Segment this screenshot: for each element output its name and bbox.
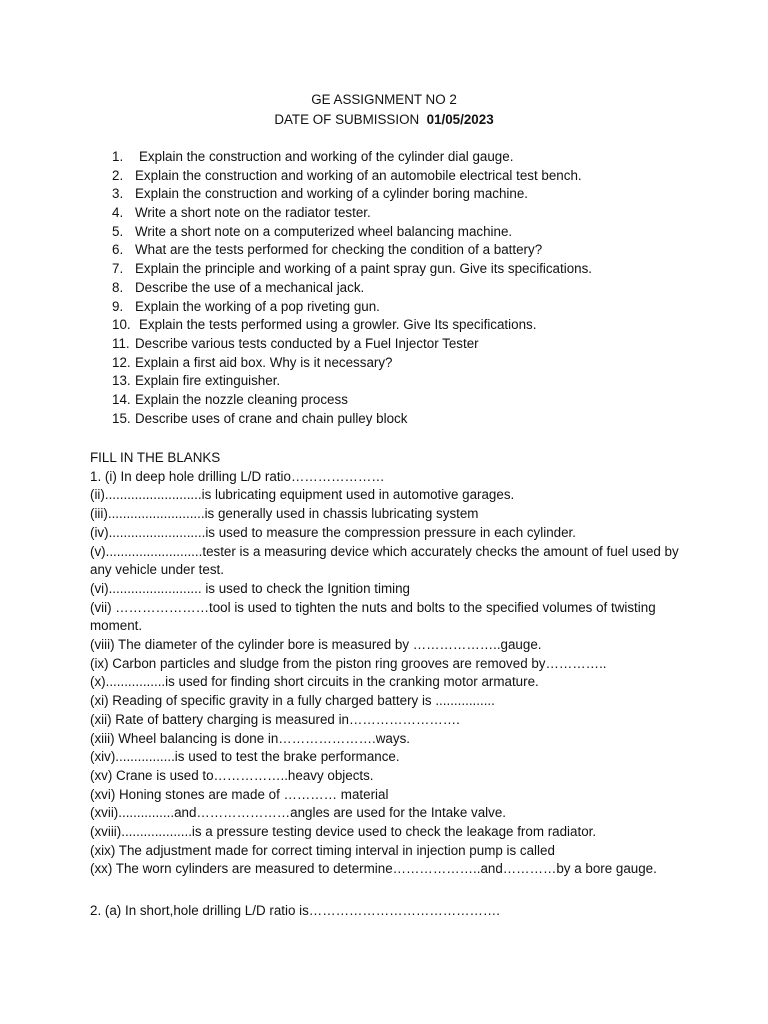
question-item <box>112 167 592 186</box>
question-number: 5. <box>112 223 124 239</box>
question-number: 1. <box>112 149 124 164</box>
blank-item: (viii) The diameter of the cylinder bore is measured by ………………..gauge. <box>90 637 542 653</box>
question-item <box>112 148 592 167</box>
question-text: Describe uses of crane and chain pulley block <box>135 410 408 426</box>
blank-item: (xiii) Wheel balancing is done in………………….ways. <box>90 730 410 746</box>
question-number: 11. <box>112 335 130 351</box>
question-text: Explain the working of a pop riveting gun. <box>135 298 380 314</box>
question-item <box>112 391 592 410</box>
blank-item: (iii)..........................is generally used in chassis lubricating system <box>90 506 479 522</box>
blank-item: (vii) …………………tool is used to tighten the nuts and bolts to the specified volumes of twisting moment. <box>90 599 656 634</box>
question-item <box>112 410 592 429</box>
question-item <box>112 372 592 391</box>
question-number: 15. <box>112 410 131 426</box>
question-list <box>112 148 592 428</box>
question-number: 6. <box>112 242 124 258</box>
question-number: 3. <box>112 186 124 202</box>
blank-item: (xii) Rate of battery charging is measured in……………………. <box>90 711 460 727</box>
question-text: Explain the principle and working of a paint spray gun. Give its specifications. <box>135 261 593 277</box>
fill-in-blanks-section <box>90 449 690 879</box>
blank-item: (xix) The adjustment made for correct timing interval in injection pump is called <box>90 842 555 858</box>
blank-item: (ii)..........................is lubricating equipment used in automotive garages. <box>90 487 515 503</box>
section-2-line: 2. (a) In short,hole drilling L/D ratio is……………………………………. <box>90 903 500 918</box>
question-text: Explain the tests performed using a growler. Give Its specifications. <box>139 317 537 333</box>
blank-item: (ix) Carbon particles and sludge from the piston ring grooves are removed by………….. <box>90 655 607 671</box>
question-text: Explain fire extinguisher. <box>135 373 281 389</box>
question-item <box>112 260 592 279</box>
question-item <box>112 241 592 260</box>
submission-date: 01/05/2023 <box>426 112 494 127</box>
blank-item: (xiv)................is used to test the brake performance. <box>90 749 400 765</box>
question-number: 7. <box>112 261 124 277</box>
blank-item: (xviii)...................is a pressure testing device used to check the leakage from radiator. <box>90 824 597 840</box>
blank-item: (iv)..........................is used to measure the compression pressure in each cylinder. <box>90 524 576 540</box>
question-text: Explain the construction and working of a cylinder boring machine. <box>135 186 529 202</box>
question-number: 12. <box>112 354 131 370</box>
question-text: Write a short note on the radiator tester. <box>135 205 371 221</box>
blank-item: (x)................is used for finding short circuits in the cranking motor armature. <box>90 674 539 690</box>
question-text: Explain the construction and working of the cylinder dial gauge. <box>139 149 514 164</box>
blank-item: (xv) Crane is used to……………..heavy objects. <box>90 767 374 783</box>
submission-label: DATE OF SUBMISSION <box>274 112 420 127</box>
question-item <box>112 354 592 373</box>
question-text: Write a short note on a computerized wheel balancing machine. <box>135 223 513 239</box>
question-item <box>112 316 592 335</box>
question-text: Describe the use of a mechanical jack. <box>135 279 365 295</box>
question-text: Explain the nozzle cleaning process <box>135 391 348 407</box>
assignment-title: GE ASSIGNMENT NO 2 <box>311 92 457 107</box>
question-number: 13. <box>112 373 131 389</box>
question-text: Explain the construction and working of an automobile electrical test bench. <box>135 167 582 183</box>
question-number: 4. <box>112 205 124 221</box>
question-number: 8. <box>112 279 124 295</box>
blank-item: (vi)......................... is used to check the Ignition timing <box>90 580 411 596</box>
question-item <box>112 204 592 223</box>
blank-item: 1. (i) In deep hole drilling L/D ratio………………… <box>90 468 385 484</box>
question-text: Describe various tests conducted by a Fuel Injector Tester <box>135 335 479 351</box>
blank-item: (xvii)...............and…………………angles are used for the Intake valve. <box>90 805 507 821</box>
question-item <box>112 279 592 298</box>
submission-line <box>0 111 768 130</box>
question-number: 10. <box>112 317 131 333</box>
question-item <box>112 335 592 354</box>
question-number: 2. <box>112 167 124 183</box>
question-text: What are the tests performed for checking the condition of a battery? <box>135 242 543 258</box>
section-heading: FILL IN THE BLANKS <box>90 450 221 465</box>
blank-item: (xi) Reading of specific gravity in a fully charged battery is ................ <box>90 693 495 709</box>
question-number: 14. <box>112 391 131 407</box>
question-item <box>112 223 592 242</box>
question-number: 9. <box>112 298 124 314</box>
question-item <box>112 298 592 317</box>
blank-item: (v)..........................tester is a measuring device which accurately checks the amount of fuel used by any vehicle under test. <box>90 543 679 578</box>
question-item <box>112 185 592 204</box>
question-text: Explain a first aid box. Why is it necessary? <box>135 354 393 370</box>
blank-item: (xx) The worn cylinders are measured to determine………………..and…………by a bore gauge. <box>90 861 657 877</box>
blank-item: (xvi) Honing stones are made of ………… material <box>90 786 389 802</box>
